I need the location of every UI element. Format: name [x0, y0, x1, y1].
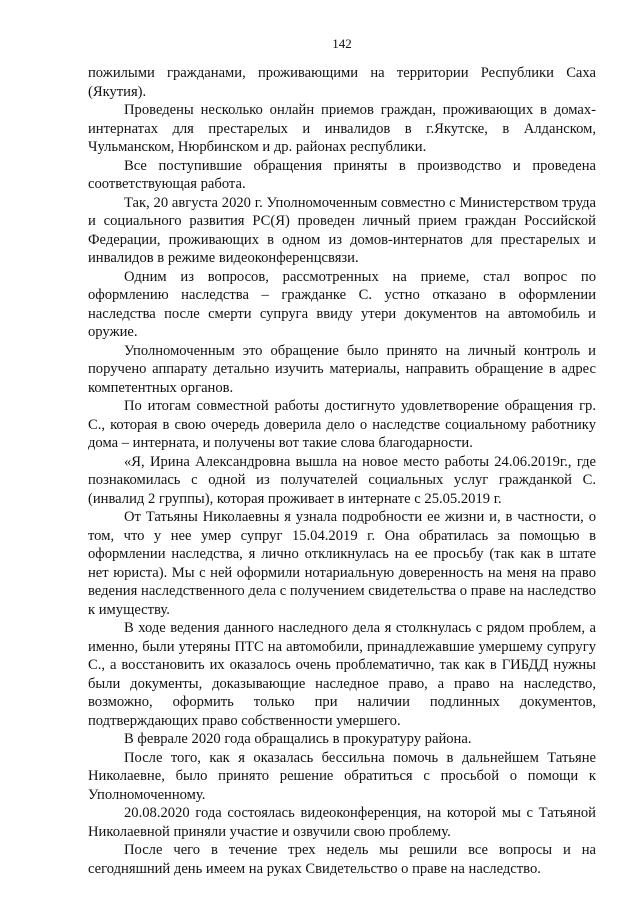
paragraph: «Я, Ирина Александровна вышла на новое место работы 24.06.2019г., где познакомилась с одной из получателей социальных услуг гражданкой С. (инвалид 2 группы), которая проживает в интернате с 25.05.2019 г. [88, 453, 596, 507]
paragraph: пожилыми гражданами, проживающими на территории Республики Саха (Якутия). [88, 65, 596, 100]
paragraph: По итогам совместной работы достигнуто удовлетворение обращения гр. С., которая в свою очередь доверила дело о наследстве социальному работнику дома – интерната, и получены вот такие слова благодарности. [88, 398, 596, 451]
page-number: 142 [332, 36, 352, 51]
paragraph: 20.08.2020 года состоялась видеоконференция, на которой мы с Татьяной Николаевной приняли участие и озвучили свою проблему. [88, 805, 596, 840]
paragraph: Одним из вопросов, рассмотренных на приеме, стал вопрос по оформлению наследства – гражданке С. устно отказано в оформлении наследства после смерти супруга ввиду утери документов на автомобиль и оружие. [88, 268, 596, 340]
paragraph: Проведены несколько онлайн приемов граждан, проживающих в домах-интернатах для престарелых и инвалидов в г.Якутске, в Алданском, Чульманском, Нюрбинском и др. районах республики. [88, 102, 596, 155]
document-page [88, 36, 596, 878]
paragraph: В ходе ведения данного наследного дела я столкнулась с рядом проблем, а именно, были утеряны ПТС на автомобили, принадлежавшие умершему супругу С., а восстановить их оказалось очень проблематично, так как в ГИБДД нужны были документы, доказывающие наследное право, а право на наследство, возможно, оформить только при наличии подлинных документов, подтверждающих право собственности умершего. [88, 620, 596, 729]
paragraph: После чего в течение трех недель мы решили все вопросы и на сегодняшний день имеем на руках Свидетельство о праве на наследство. [88, 842, 596, 877]
paragraph: После того, как я оказалась бессильна помочь в дальнейшем Татьяне Николаевне, было принято решение обратиться с просьбой о помощи к Уполномоченному. [88, 749, 596, 803]
paragraph: От Татьяны Николаевны я узнала подробности ее жизни и, в частности, о том, что у нее умер супруг 15.04.2019 г. Она обратилась за помощью в оформлении наследства, я лично откликнулась на ее просьбу (так как в штате нет юриста). Мы с ней оформили нотариальную доверенность на меня на право ведения наследственного дела с получением свидетельства о праве на наследство к имуществу. [88, 509, 596, 618]
paragraph: Так, 20 августа 2020 г. Уполномоченным совместно с Министерством труда и социального развития РС(Я) проведен личный прием граждан Российской Федерации, проживающих в одном из домов-интернатов для престарелых и инвалидов в режиме видеоконференцсвязи. [88, 194, 596, 266]
paragraph: Уполномоченным это обращение было принято на личный контроль и поручено аппарату детально изучить материалы, направить обращение в адрес компетентных органов. [88, 342, 596, 396]
paragraph: Все поступившие обращения приняты в производство и проведена соответствующая работа. [88, 157, 596, 192]
paragraph: В феврале 2020 года обращались в прокуратуру района. [124, 731, 472, 747]
